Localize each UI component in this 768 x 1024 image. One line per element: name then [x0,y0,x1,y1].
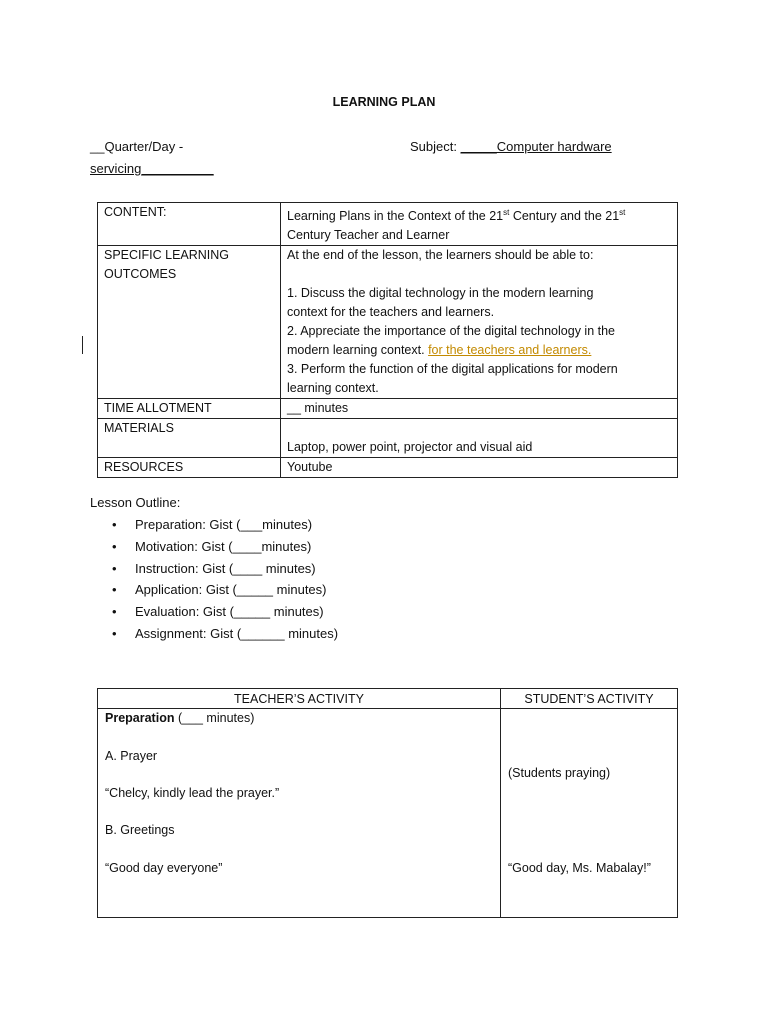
text-cursor [82,336,83,354]
materials-label: MATERIALS [98,419,281,458]
teacher-activity-header: TEACHER’S ACTIVITY [98,689,501,709]
activity-table [97,688,678,918]
bullet-icon: • [112,582,117,598]
list-item: • Evaluation: Gist (_____ minutes) [112,601,338,623]
resources-label: RESOURCES [98,458,281,478]
quarter-day-line: __Quarter/Day - [90,139,184,154]
outcomes-label: SPECIFIC LEARNING OUTCOMES [98,246,281,399]
quarter-day-field [90,136,214,180]
table-row [98,709,678,918]
table-row-resources [98,458,678,478]
table-row-content [98,203,678,246]
student-prayer-text: (Students praying) [508,766,611,780]
bullet-icon: • [112,625,117,641]
greetings-line: “Good day everyone” [105,861,223,875]
servicing-line: servicing__________ [90,161,214,176]
subject-field [410,136,612,158]
resources-value: Youtube [281,458,678,478]
subject-label: Subject: [410,139,461,154]
bullet-icon: • [112,604,117,620]
table-row-outcomes [98,246,678,399]
student-activity-header: STUDENT’S ACTIVITY [501,689,678,709]
bullet-icon: • [112,560,117,576]
time-value: __ minutes [281,399,678,419]
highlighted-insertion: for the teachers and learners. [428,343,592,358]
table-row-time [98,399,678,419]
list-item: • Instruction: Gist (____ minutes) [112,558,338,580]
content-label: CONTENT: [98,203,281,246]
lesson-outline-list [90,514,338,645]
materials-value: Laptop, power point, projector and visual aid [281,419,678,458]
learning-plan-table [97,202,678,478]
prayer-heading: A. Prayer [105,749,158,763]
document-title: LEARNING PLAN [332,95,436,109]
list-item: • Application: Gist (_____ minutes) [112,579,338,601]
outcomes-value: At the end of the lesson, the learners should be able to: 1. Discuss the digital technology in the modern learning context for the teachers and learners. 2. Appreciate the importance of the digital technology in the modern learning context. for the teachers and learners. 3. Perform the function of the digital applications for modern learning context. [281,246,678,399]
student-greeting-text: “Good day, Ms. Mabalay!” [508,861,651,875]
table-header-row [98,689,678,709]
list-item: • Assignment: Gist (______ minutes) [112,623,338,645]
lesson-outline [90,492,338,645]
list-item: • Preparation: Gist (___minutes) [112,514,338,536]
lesson-outline-label: Lesson Outline: [90,495,181,510]
prayer-line: “Chelcy, kindly lead the prayer.” [105,786,280,800]
teacher-activity-cell [98,709,501,918]
table-row-materials [98,419,678,458]
subject-value: _____Computer hardware [460,139,612,154]
bullet-icon: • [112,517,117,532]
bullet-icon: • [112,538,117,554]
content-value: Learning Plans in the Context of the 21st Century and the 21st Century Teacher and Learner [281,203,678,246]
greetings-heading: B. Greetings [105,823,175,837]
student-activity-cell [501,709,678,918]
list-item: • Motivation: Gist (____minutes) [112,536,338,558]
time-label: TIME ALLOTMENT [98,399,281,419]
preparation-heading: Preparation (___ minutes) [105,711,255,725]
